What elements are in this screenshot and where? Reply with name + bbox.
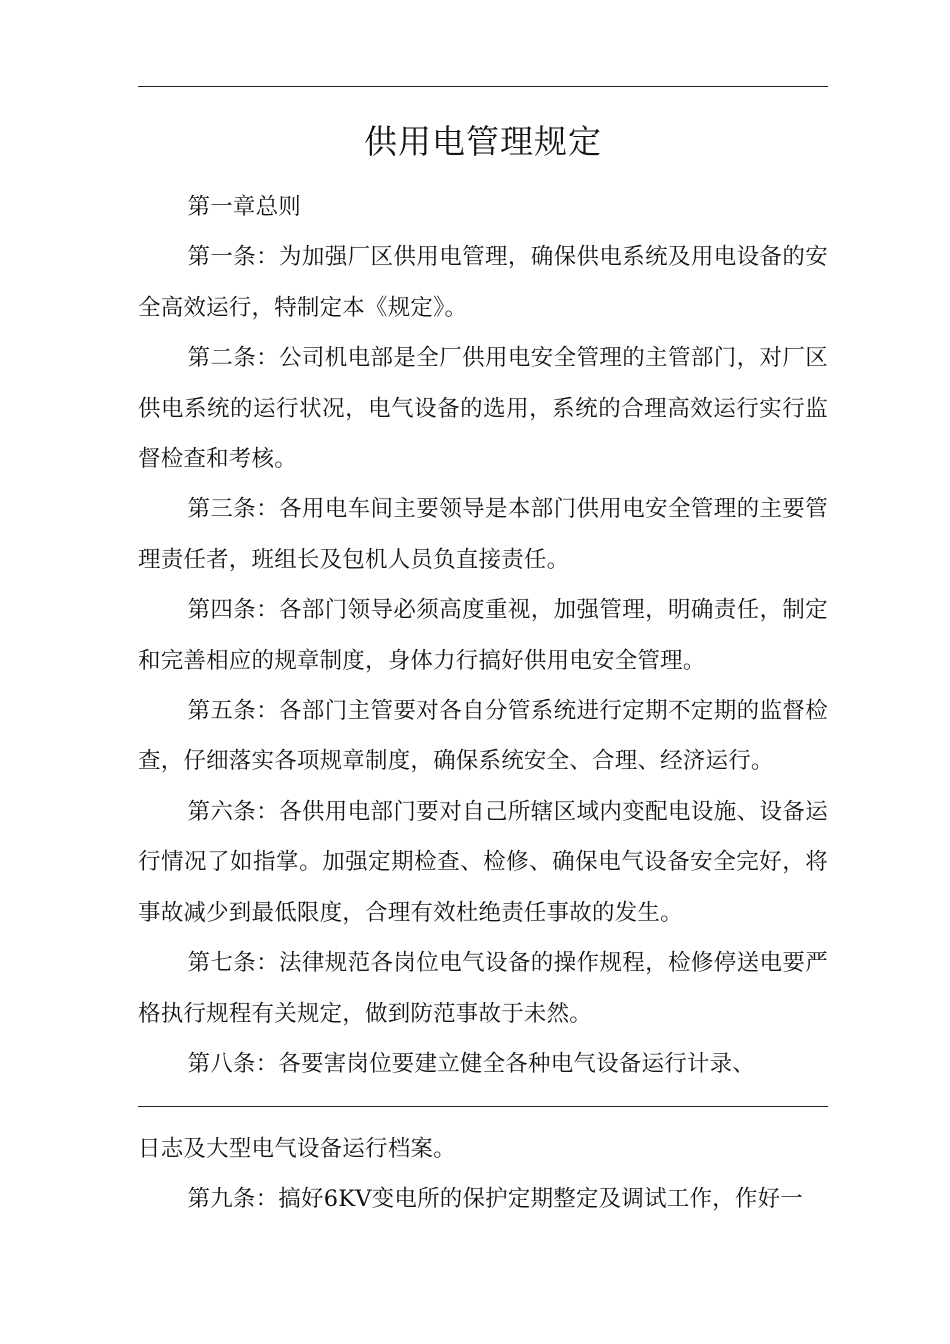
page-two-body xyxy=(138,1124,828,1225)
page-break-divider xyxy=(138,1106,828,1107)
article-8-continued: 日志及大型电气设备运行档案。 xyxy=(138,1136,456,1162)
article-9: 第九条：搞好6KV变电所的保护定期整定及调试工作，作好一 xyxy=(187,1186,803,1213)
article-6: 第六条：各供用电部门要对自己所辖区域内变配电设施、设备运行情况了如指掌。加强定期检查、检修、确保电气设备安全完好，将事故减少到最低限度，合理有效杜绝责任事故的发生。 xyxy=(138,798,828,926)
article-5: 第五条：各部门主管要对各自分管系统进行定期不定期的监督检查，仔细落实各项规章制度，确保系统安全、合理、经济运行。 xyxy=(138,698,828,775)
page-one-body xyxy=(138,182,828,1089)
article-2: 第二条：公司机电部是全厂供用电安全管理的主管部门，对厂区供电系统的运行状况，电气设备的选用，系统的合理高效运行实行监督检查和考核。 xyxy=(138,345,828,473)
article-4: 第四条：各部门领导必须高度重视，加强管理，明确责任，制定和完善相应的规章制度，身体力行搞好供用电安全管理。 xyxy=(138,597,828,674)
chapter-heading: 第一章总则 xyxy=(187,194,302,220)
document-title: 供用电管理规定 xyxy=(364,122,602,161)
article-3: 第三条：各用电车间主要领导是本部门供用电安全管理的主要管理责任者，班组长及包机人员负直接责任。 xyxy=(138,496,828,573)
top-divider xyxy=(138,86,828,87)
article-7: 第七条：法律规范各岗位电气设备的操作规程，检修停送电要严格执行规程有关规定，做到防范事故于未然。 xyxy=(138,950,828,1027)
article-8: 第八条：各要害岗位要建立健全各种电气设备运行计录、 xyxy=(187,1050,756,1077)
article-1: 第一条：为加强厂区供用电管理，确保供电系统及用电设备的安全高效运行，特制定本《规定》。 xyxy=(138,244,828,321)
